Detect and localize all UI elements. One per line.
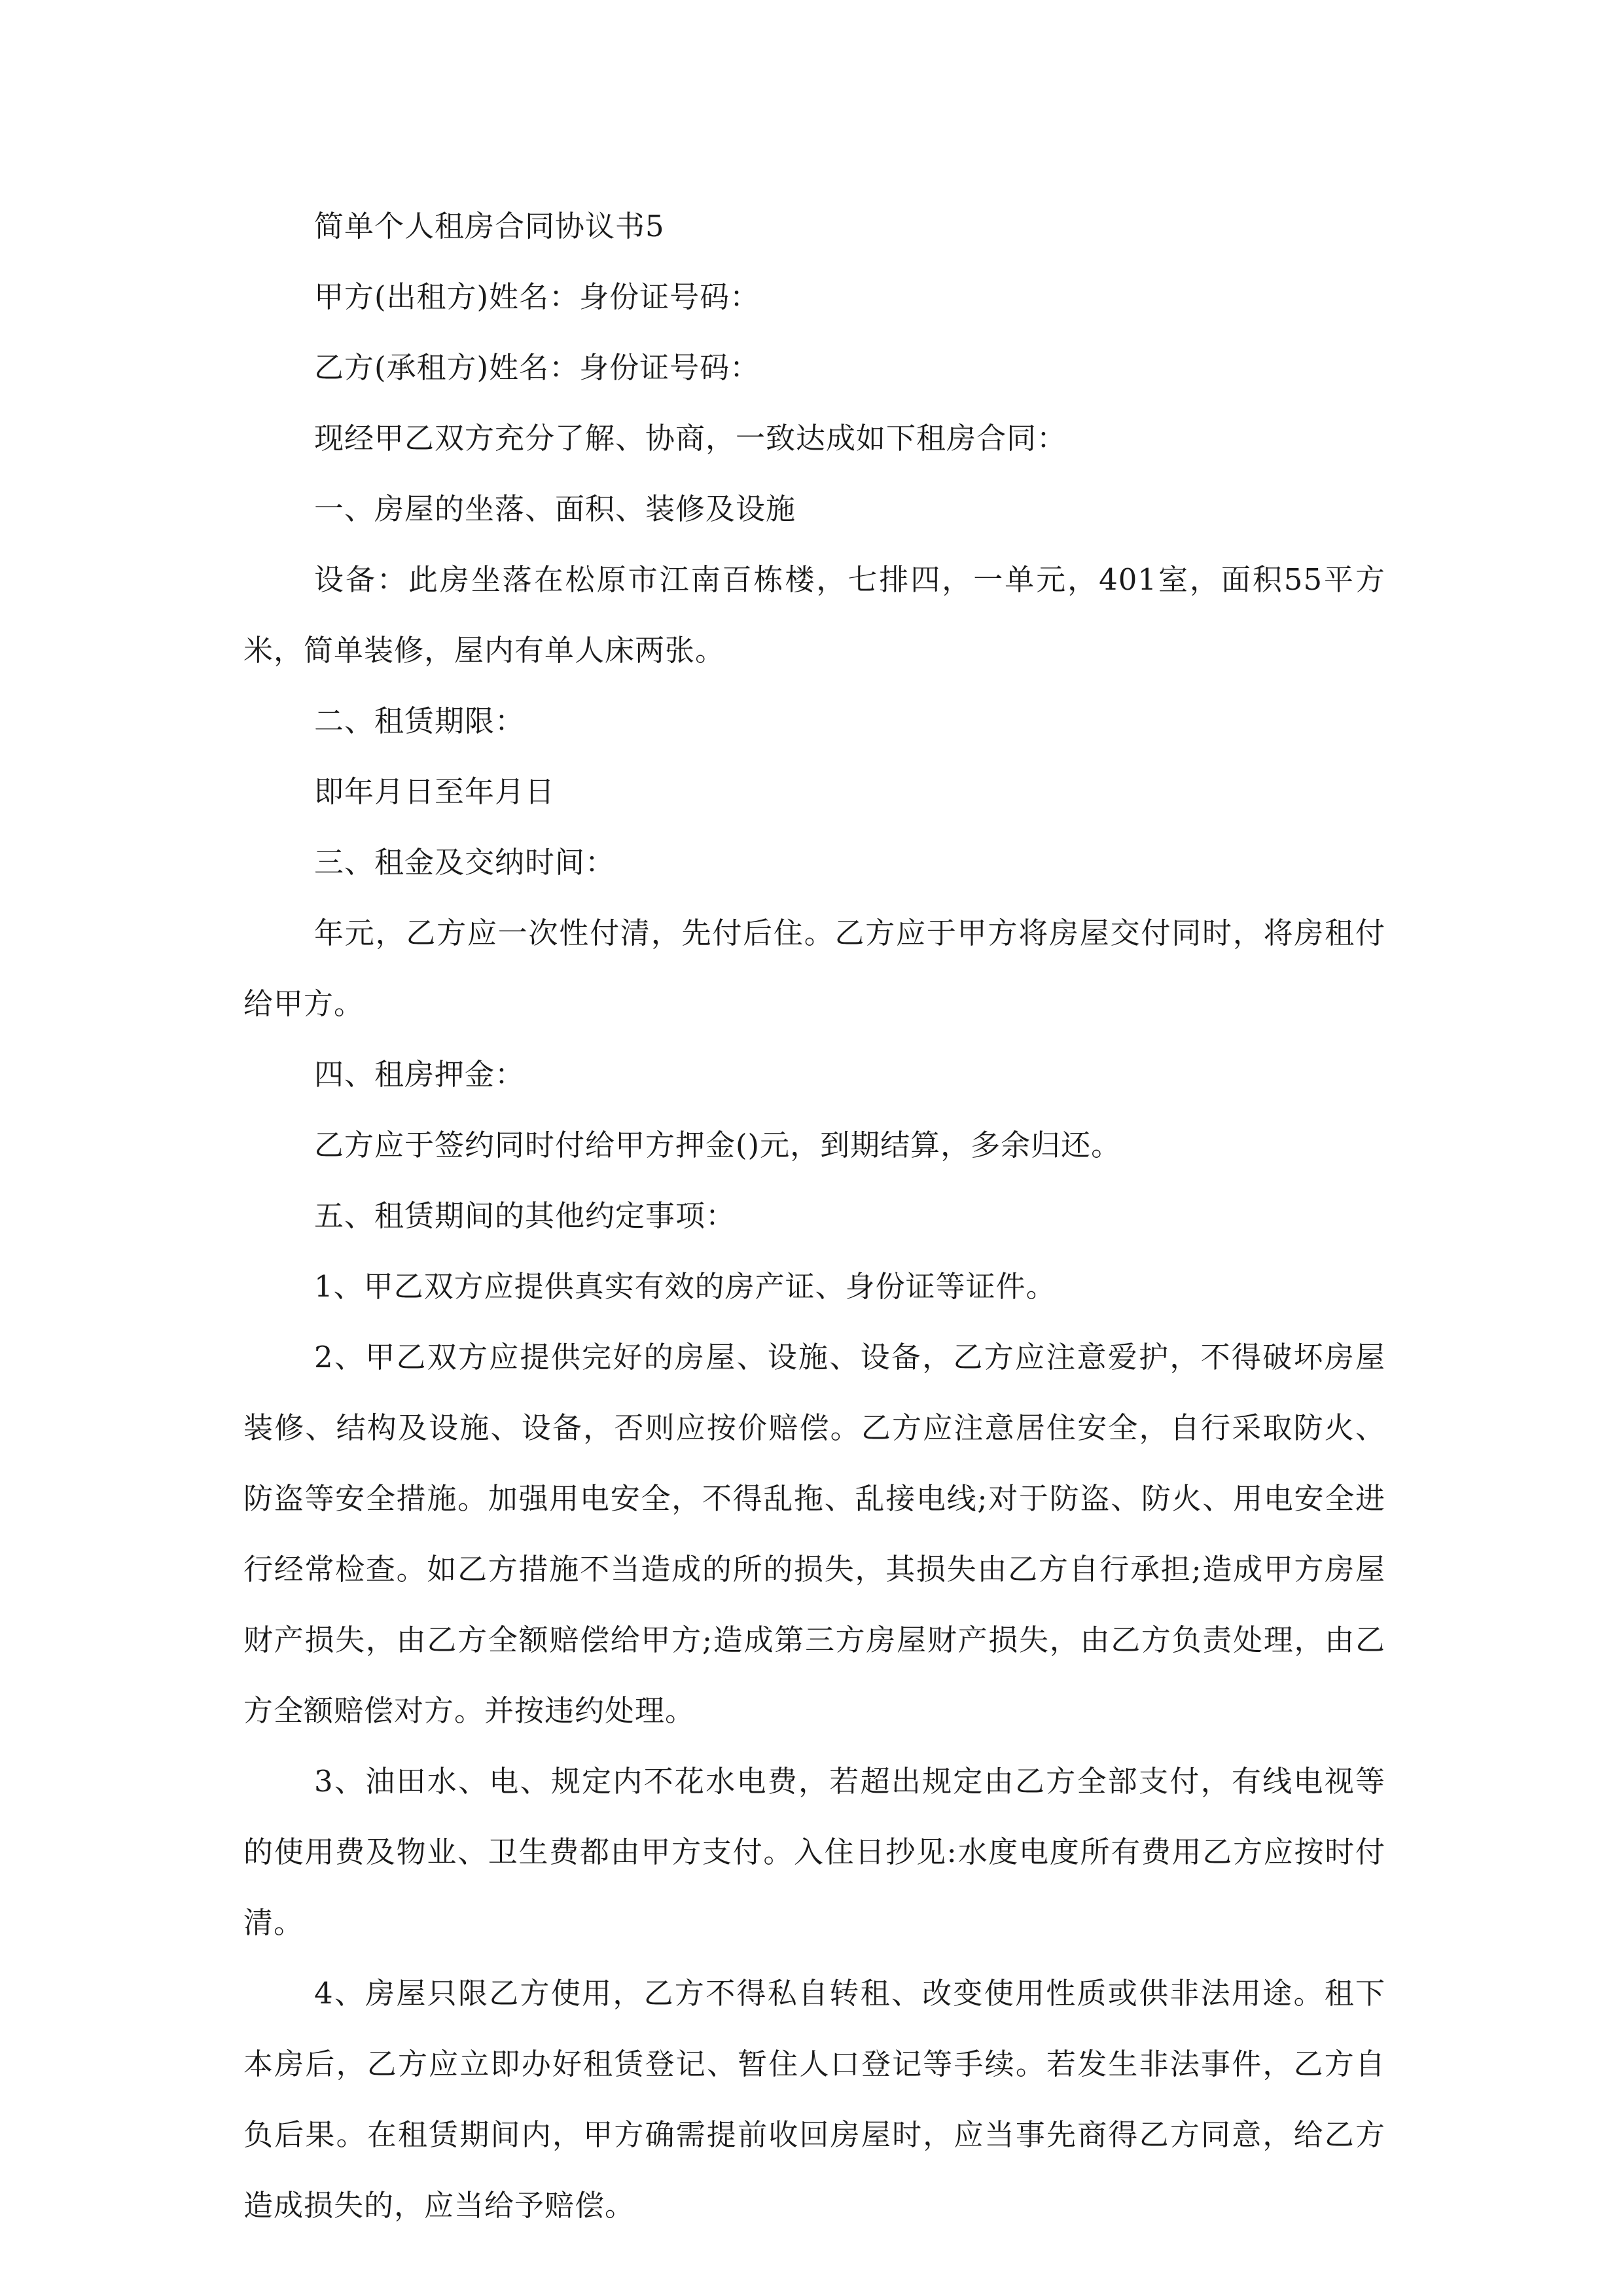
paragraph-rent-payment: 年元，乙方应一次性付清，先付后住。乙方应于甲方将房屋交付同时，将房租付给甲方。 [243, 916, 1385, 1021]
paragraph-party-a: 甲方(出租方)姓名：身份证号码： [314, 279, 760, 314]
section-heading-4: 四、租房押金： [314, 1057, 526, 1092]
section-heading-2: 二、租赁期限： [314, 704, 526, 738]
paragraph-property-location: 设备：此房坐落在松原市江南百栋楼，七排四，一单元，401室，面积55平方米，简单装修，屋内有单人床两张。 [243, 562, 1385, 668]
paragraph-deposit: 乙方应于签约同时付给甲方押金()元，到期结算，多余归还。 [314, 1128, 1122, 1162]
paragraph-lease-term: 即年月日至年月日 [314, 774, 556, 809]
clause-4: 4、房屋只限乙方使用，乙方不得私自转租、改变使用性质或供非法用途。租下本房后，乙方应立即办好租赁登记、暂住人口登记等手续。若发生非法事件，乙方自负后果。在租赁期间内，甲方确需提前收回房屋时，应当事先商得乙方同意，给乙方造成损失的，应当给予赔偿。 [243, 1976, 1385, 2223]
section-heading-5: 五、租赁期间的其他约定事项： [314, 1198, 736, 1233]
paragraph-party-b: 乙方(承租方)姓名：身份证号码： [314, 350, 760, 385]
document-title: 简单个人租房合同协议书5 [314, 209, 665, 243]
clause-3: 3、油田水、电、规定内不花水电费，若超出规定由乙方全部支付，有线电视等的使用费及物业、卫生费都由甲方支付。入住日抄见:水度电度所有费用乙方应按时付清。 [243, 1764, 1385, 1940]
document-body [243, 191, 1385, 2241]
section-heading-3: 三、租金及交纳时间： [314, 845, 616, 880]
paragraph-preamble: 现经甲乙双方充分了解、协商，一致达成如下租房合同： [314, 421, 1067, 456]
section-heading-1: 一、房屋的坐落、面积、装修及设施 [314, 492, 796, 526]
clause-1: 1、甲乙双方应提供真实有效的房产证、身份证等证件。 [314, 1269, 1056, 1304]
clause-2: 2、甲乙双方应提供完好的房屋、设施、设备，乙方应注意爱护，不得破坏房屋装修、结构及设施、设备，否则应按价赔偿。乙方应注意居住安全，自行采取防火、防盗等安全措施。加强用电安全，不得乱拖、乱接电线;对于防盗、防火、用电安全进行经常检查。如乙方措施不当造成的所的损失，其损失由乙方自行承担;造成甲方房屋财产损失，由乙方全额赔偿给甲方;造成第三方房屋财产损失，由乙方负责处理，由乙方全额赔偿对方。并按违约处理。 [243, 1340, 1385, 1728]
